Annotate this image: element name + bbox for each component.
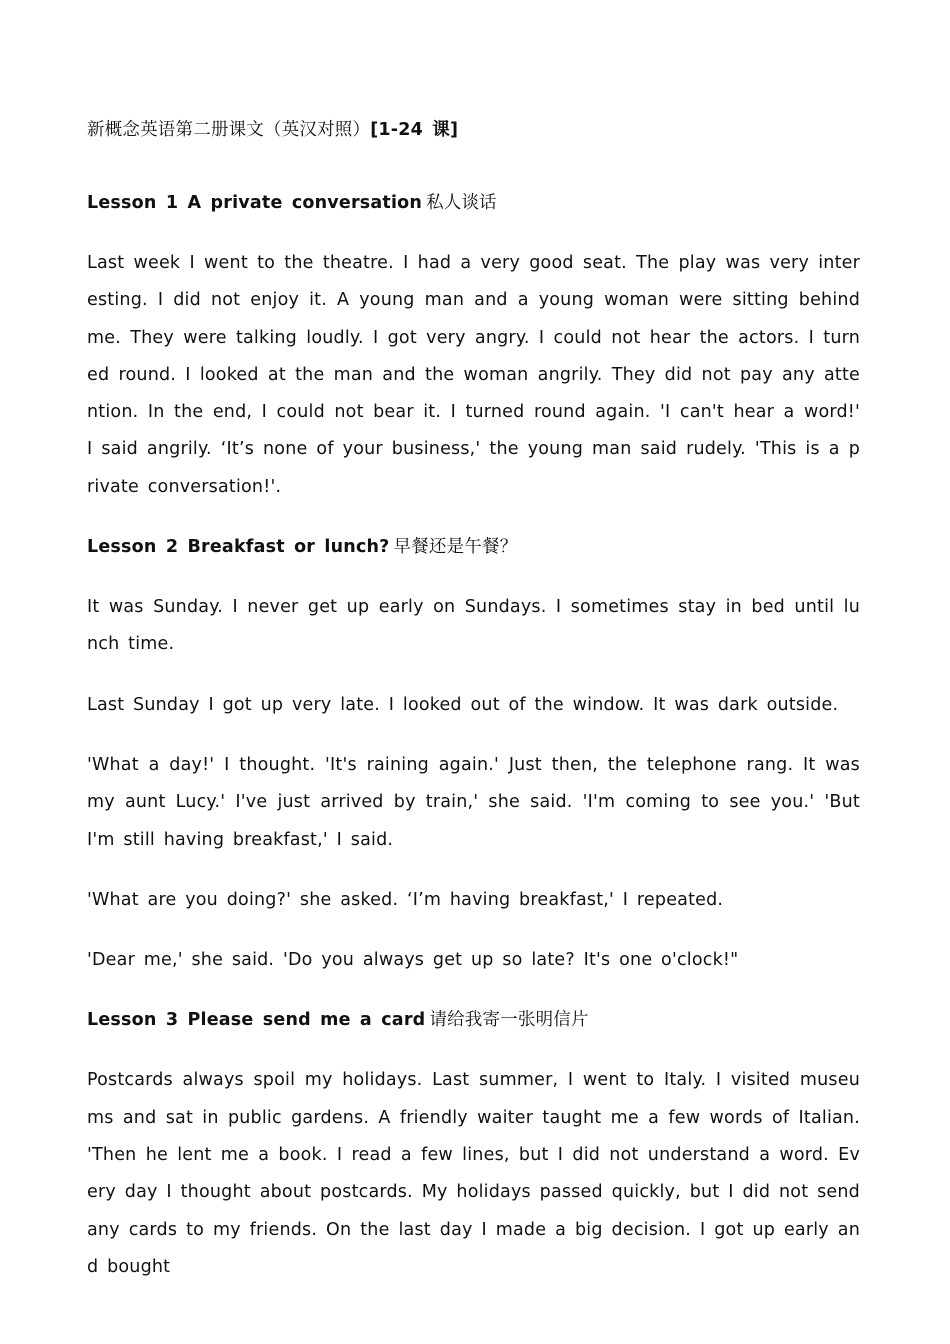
lesson-1-heading <box>87 185 860 222</box>
document-title <box>87 112 860 149</box>
lesson-1-paragraph-1: Last week I went to the theatre. I had a very good seat. The play was very interesting. I did not enjoy it. A young man and a young woman were sitting behind me. They were talking loudly. I got very angry. I could not hear the actors. I turned round. I looked at the man and the woman angrily. They did not pay any attention. In the end, I could not bear it. I turned round again. 'I can't hear a word!' I said angrily. ‘It’s none of your business,' the young man said rudely. 'This is a private conversation!'. <box>87 253 860 497</box>
lesson-1-title-chinese: 私人谈话 <box>426 193 497 213</box>
lesson-2-paragraph-4: 'What are you doing?' she asked. ‘I’m having breakfast,' I repeated. <box>87 889 724 910</box>
lesson-3-title-chinese: 请给我寄一张明信片 <box>429 1010 589 1031</box>
document-title-range: [1-24 课] <box>370 120 459 140</box>
lesson-2-heading <box>87 529 860 566</box>
lesson-3-title: Lesson 3 Please send me a card <box>87 1010 426 1031</box>
lesson-2-paragraph-5: 'Dear me,' she said. 'Do you always get up so late? It's one o'clock!" <box>87 950 739 971</box>
lesson-3-section <box>87 1002 860 1286</box>
lesson-3-paragraph-1: Postcards always spoil my holidays. Last summer, I went to Italy. I visited museums and sat in public gardens. A friendly waiter taught me a few words of Italian. 'Then he lent me a book. I read a few lines, but I did not understand a word. Every day I thought about postcards. My holidays passed quickly, but I did not send any cards to my friends. On the last day I made a big decision. I got up early and bought <box>87 1070 860 1277</box>
lesson-2-paragraph-3: 'What a day!' I thought. 'It's raining again.' Just then, the telephone rang. It was my aunt Lucy.' I've just arrived by train,' she said. 'I'm coming to see you.' 'But I'm still having breakfast,' I said. <box>87 754 860 850</box>
lesson-1-section <box>87 185 860 506</box>
lesson-2-section <box>87 529 860 979</box>
lesson-2-title-chinese: 早餐还是午餐？ <box>393 537 518 558</box>
lesson-3-heading <box>87 1002 860 1039</box>
lesson-1-title: Lesson 1 A private conversation <box>87 193 423 213</box>
document-page <box>87 112 860 1309</box>
lesson-2-paragraph-2: Last Sunday I got up very late. I looked out of the window. It was dark outside. <box>87 694 839 715</box>
lesson-2-paragraph-1: It was Sunday. I never get up early on Sundays. I sometimes stay in bed until lunch time. <box>87 597 860 655</box>
document-title-chinese: 新概念英语第二册课文（英汉对照） <box>87 120 371 140</box>
lesson-2-title: Lesson 2 Breakfast or lunch? <box>87 537 390 558</box>
